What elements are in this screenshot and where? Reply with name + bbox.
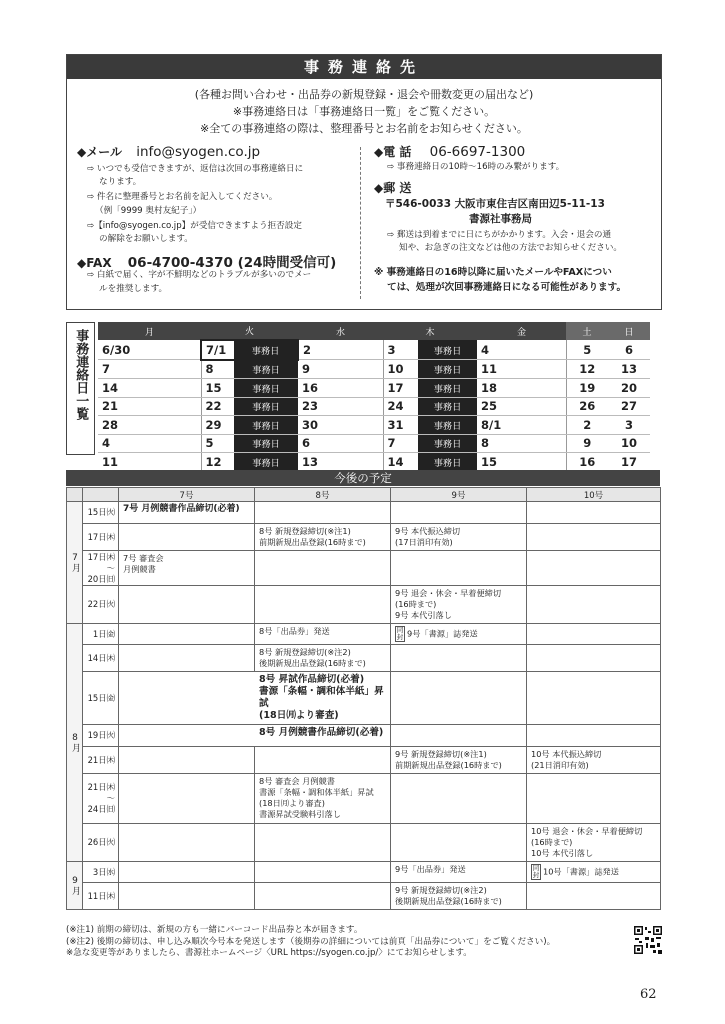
schedule-cell-c9 (391, 672, 527, 725)
schedule-date-line: 20日㈰ (87, 573, 115, 584)
schedule-date-line: 〜 (106, 793, 115, 803)
footnotes (66, 925, 555, 960)
calendar-date: 23 (298, 397, 383, 416)
schedule-entry: 9号「書源」誌発送 (407, 628, 478, 639)
calendar-date: 13 (608, 360, 650, 379)
schedule-cell-c9 (391, 774, 527, 824)
contact-intro: (各種お問い合わせ・出品券の新規登録・退会や冊数変更の届出など) (194, 88, 534, 101)
schedule-cell-c10 (527, 624, 661, 645)
schedule-row (67, 862, 661, 883)
calendar-date: 12 (201, 453, 234, 472)
schedule-header-row (67, 488, 661, 502)
mail-note: の解除をお願いします。 (99, 234, 193, 244)
schedule-cell-c8 (255, 883, 391, 910)
schedule-date: 19日㈫ (83, 725, 119, 747)
enclosed-tag: 同封 (396, 626, 404, 641)
calendar-date: 8 (201, 360, 234, 379)
schedule-cell-c8 (255, 624, 391, 645)
calendar-row (98, 379, 650, 398)
tel-note: ⇨ 事務連絡日の10時～16時のみ繋がります。 (387, 162, 565, 172)
schedule-cell-c9 (391, 524, 527, 551)
calendar-date: 10 (383, 360, 418, 379)
contact-day-badge: 事務日 (418, 379, 477, 398)
schedule-entry: 7号 月例競書作品締切(必着) (123, 504, 240, 514)
post-note: ⇨ 郵送は到着までに日にちがかかります。入会・退会の通 (387, 230, 612, 240)
schedule-entry-line: (16時まで) (531, 837, 573, 847)
schedule-date: 11日㈭ (83, 883, 119, 910)
schedule-cell-c10 (527, 524, 661, 551)
schedule-date-line: 21日㈭ (87, 782, 115, 792)
schedule-cell-c8 (255, 862, 391, 883)
issue-header: 10号 (527, 488, 661, 502)
late-note: ※ 事務連絡日の16時以降に届いたメールやFAXについ (374, 267, 612, 278)
calendar-date: 6 (298, 434, 383, 453)
schedule-row (67, 725, 661, 747)
schedule-cell-c10 (527, 824, 661, 862)
schedule-cell-c8 (255, 747, 391, 774)
calendar-date: 7 (383, 434, 418, 453)
calendar-header-row (98, 322, 650, 340)
weekday-header: 金 (477, 322, 566, 340)
schedule-entry-line: 10号 退会・休会・早着便締切 (531, 826, 643, 836)
calendar-label (66, 322, 95, 455)
calendar-date: 9 (566, 434, 608, 453)
schedule-entry: 10号「書源」誌発送 (543, 866, 619, 877)
schedule-date: 15日㈮ (83, 672, 119, 725)
calendar-date: 17 (608, 453, 650, 472)
contact-intro: ※全ての事務連絡の際は、整理番号とお名前をお知らせください。 (200, 122, 528, 135)
schedule-entry-line: 前期新規出品登録(16時まで) (259, 537, 366, 547)
calendar-row (98, 397, 650, 416)
calendar-date: 9 (298, 360, 383, 379)
schedule-cell-c10 (527, 774, 661, 824)
schedule-row (67, 645, 661, 672)
footnote: (※注1) 前期の締切は、新規の方も一緒にバーコード出品券と本が届きます。 (66, 925, 363, 935)
contact-day-badge: 事務日 (418, 340, 477, 360)
contact-intro: ※事務連絡日は「事務連絡日一覧」をご覧ください。 (232, 105, 496, 118)
schedule-date: 1日㈮ (83, 624, 119, 645)
mail-address[interactable]: info@syogen.co.jp (136, 144, 261, 160)
schedule-cell-c9 (391, 502, 527, 524)
calendar-date: 28 (98, 416, 201, 435)
schedule-row (67, 551, 661, 586)
schedule-cell-c7 (119, 524, 255, 551)
calendar-date: 29 (201, 416, 234, 435)
weekday-header: 木 (383, 322, 477, 340)
fax-label: ◆FAX (77, 256, 112, 270)
schedule-date-line: 24日㈰ (87, 804, 115, 814)
schedule-date: 17日㈭ (83, 524, 119, 551)
schedule-cell-c9 (391, 862, 527, 883)
calendar-date: 19 (566, 379, 608, 398)
schedule-entry-line: 9号 新規登録締切(※注1) (395, 749, 487, 759)
contact-day-badge: 事務日 (418, 434, 477, 453)
schedule-date: 3日㈬ (83, 862, 119, 883)
schedule-entry-line: 書源昇試受験料引落し (259, 809, 341, 819)
schedule-cell-c10 (527, 862, 661, 883)
calendar-date: 10 (608, 434, 650, 453)
schedule-date-line: 〜 (106, 562, 115, 573)
schedule-cell-c8 (255, 824, 391, 862)
schedule-cell-c7 (119, 725, 391, 747)
contact-day-calendar (98, 322, 650, 472)
calendar-date: 7 (98, 360, 201, 379)
qr-code-icon (633, 925, 663, 955)
contact-day-badge: 事務日 (234, 379, 298, 398)
calendar-date: 21 (98, 397, 201, 416)
fax-heading (77, 251, 336, 271)
issue-header: 8号 (255, 488, 391, 502)
schedule-entry-line: (21日消印有効) (531, 760, 589, 770)
contact-day-badge: 事務日 (234, 453, 298, 472)
schedule-entry-line: 8号 新規登録締切(※注2) (259, 647, 351, 657)
schedule-entry-line: 7号 審査会 (123, 553, 164, 563)
calendar-date: 6 (608, 340, 650, 360)
mail-note: （例「9999 奥村友紀子」） (95, 206, 202, 216)
schedule-entry: 9号「出品券」発送 (395, 864, 466, 874)
schedule-entry-line: 8号 昇試作品締切(必着) (259, 674, 365, 685)
contact-day-badge: 事務日 (234, 340, 298, 360)
calendar-date: 8/1 (477, 416, 566, 435)
schedule-entry-line: 9号 退会・休会・早着便締切 (395, 588, 502, 598)
schedule-cell-c7 (119, 862, 255, 883)
schedule-entry: 8号「出品券」発送 (259, 626, 330, 636)
schedule-cell-c8 (255, 502, 391, 524)
calendar-date: 5 (201, 434, 234, 453)
schedule-cell-c8 (255, 645, 391, 672)
calendar-date: 8 (477, 434, 566, 453)
tel-number: 06-6697-1300 (429, 144, 526, 160)
mail-heading (77, 143, 260, 160)
schedule-row (67, 524, 661, 551)
weekday-header: 月 (98, 322, 201, 340)
schedule-cell-c7 (119, 883, 255, 910)
calendar-date: 11 (477, 360, 566, 379)
schedule-cell-c8 (255, 524, 391, 551)
schedule-entry-line: (18日㈪より審査) (259, 798, 325, 808)
schedule-row (67, 672, 661, 725)
calendar-date: 24 (383, 397, 418, 416)
calendar-date: 25 (477, 397, 566, 416)
mail-note: ⇨【info@syogen.co.jp】が受信できますよう拒否設定 (87, 221, 302, 231)
weekday-header: 日 (608, 322, 650, 340)
schedule-date-line: 17日㈭ (87, 551, 115, 562)
schedule-date (83, 774, 119, 824)
schedule-entry-line: 10号 本代振込締切 (531, 749, 602, 759)
contact-day-badge: 事務日 (418, 360, 477, 379)
schedule-cell-c9 (391, 645, 527, 672)
schedule-cell-c7 (119, 551, 255, 586)
schedule-entry-line: 月例競書 (123, 564, 156, 574)
schedule-cell-c9 (391, 551, 527, 586)
schedule-cell-c9 (391, 824, 527, 862)
fax-note: ⇨ 白紙で届く、字が不鮮明などのトラブルが多いのでメー (87, 270, 312, 280)
contact-day-badge: 事務日 (234, 416, 298, 435)
schedule-entry-line: 9号 本代引落し (395, 610, 452, 620)
calendar-row (98, 434, 650, 453)
schedule-cell-c10 (527, 502, 661, 524)
schedule-entry-line: 書源「条幅・調和体半紙」昇試 (259, 787, 374, 797)
calendar-date: 3 (383, 340, 418, 360)
schedule-cell-c9 (391, 586, 527, 624)
mail-note: ⇨ 件名に整理番号とお名前を記入してください。 (87, 192, 278, 202)
weekday-header: 火 (201, 322, 298, 340)
schedule-row (67, 502, 661, 524)
schedule-cell-c7 (119, 774, 255, 824)
schedule-entry-line: 書源「条幅・調和体半紙」昇試 (259, 686, 384, 709)
calendar-date: 16 (566, 453, 608, 472)
month-label: 8月 (67, 624, 83, 862)
schedule-row (67, 747, 661, 774)
calendar-date: 26 (566, 397, 608, 416)
schedule-row (67, 624, 661, 645)
calendar-date: 3 (608, 416, 650, 435)
schedule-entry-line: (16時まで) (395, 599, 437, 609)
schedule-entry-line: 9号 本代振込締切 (395, 526, 461, 536)
calendar-row (98, 453, 650, 472)
calendar-date: 14 (383, 453, 418, 472)
contact-title: 事務連絡先 (67, 55, 661, 79)
contact-day-badge: 事務日 (234, 360, 298, 379)
post-address: 〒546-0033 大阪市東住吉区南田辺5-11-13 (385, 198, 605, 210)
post-office: 書源社事務局 (469, 213, 532, 225)
calendar-date: 22 (201, 397, 234, 416)
contact-day-badge: 事務日 (234, 397, 298, 416)
schedule-row (67, 883, 661, 910)
schedule-date: 14日㈭ (83, 645, 119, 672)
schedule-row (67, 774, 661, 824)
schedule-cell-c10 (527, 725, 661, 747)
schedule-entry-line: (17日消印有効) (395, 537, 453, 547)
calendar-date: 4 (477, 340, 566, 360)
mail-label: ◆メール (77, 145, 122, 159)
month-label: 7月 (67, 502, 83, 624)
calendar-row (98, 340, 650, 360)
calendar-date: 2 (566, 416, 608, 435)
mail-note: ⇨ いつでも受信できますが、返信は次回の事務連絡日に (87, 164, 304, 174)
contact-box (66, 54, 662, 310)
calendar-date: 13 (298, 453, 383, 472)
post-note: 知や、お急ぎの注文などは他の方法でお知らせください。 (399, 243, 623, 253)
schedule-entry-line: 10号 本代引落し (531, 848, 594, 858)
calendar-date: 11 (98, 453, 201, 472)
calendar-date: 12 (566, 360, 608, 379)
schedule-date: 22日㈫ (83, 586, 119, 624)
schedule-cell-c8 (255, 586, 391, 624)
schedule-date: 15日㈫ (83, 502, 119, 524)
schedule-cell-c7 (119, 824, 255, 862)
contact-day-badge: 事務日 (418, 397, 477, 416)
calendar-date: 16 (298, 379, 383, 398)
contact-day-badge: 事務日 (418, 453, 477, 472)
weekday-header: 土 (566, 322, 608, 340)
calendar-label-text: 事務連絡日一覧 (73, 329, 89, 420)
schedule-date: 21日㈭ (83, 747, 119, 774)
schedule-date (83, 551, 119, 586)
corner-cell (83, 488, 119, 502)
calendar-date: 18 (477, 379, 566, 398)
schedule-entry-line: 8号 審査会 月例競書 (259, 776, 335, 786)
schedule-cell-c9 (391, 747, 527, 774)
issue-header: 7号 (119, 488, 255, 502)
schedule-entry-line: 後期新規出品登録(16時まで) (259, 658, 366, 668)
calendar-row (98, 416, 650, 435)
schedule-entry-line: 後期新規出品登録(16時まで) (395, 896, 502, 906)
contact-day-badge: 事務日 (234, 434, 298, 453)
schedule-cell-c7 (119, 586, 255, 624)
post-heading: ◆郵 送 (374, 181, 412, 195)
schedule-cell-c7 (119, 502, 255, 524)
weekday-header: 水 (298, 322, 383, 340)
schedule-cell-c10 (527, 586, 661, 624)
contact-day-badge: 事務日 (418, 416, 477, 435)
fax-note: ルを推奨します。 (99, 284, 168, 294)
schedule-table (66, 487, 661, 910)
schedule-cell-c10 (527, 747, 661, 774)
late-note: ては、処理が次回事務連絡日になる可能性があります。 (387, 282, 627, 293)
schedule-cell-c8 (255, 551, 391, 586)
schedule-cell-c8 (255, 774, 391, 824)
calendar-date: 15 (477, 453, 566, 472)
calendar-row (98, 360, 650, 379)
calendar-date: 17 (383, 379, 418, 398)
schedule-cell-c10 (527, 645, 661, 672)
column-divider (360, 147, 361, 299)
calendar-date: 7/1 (201, 340, 234, 360)
schedule-entry-line: (18日㈪より審査) (259, 710, 339, 721)
fax-number: 06-4700-4370 (24時間受信可) (127, 255, 337, 271)
page-number: 62 (640, 987, 657, 1002)
calendar-date: 20 (608, 379, 650, 398)
schedule-cell-c9 (391, 725, 527, 747)
schedule-entry-line: 8号 新規登録締切(※注1) (259, 526, 351, 536)
enclosed-tag: 同封 (532, 864, 540, 879)
calendar-date: 31 (383, 416, 418, 435)
schedule-cell-c10 (527, 551, 661, 586)
schedule-cell-c9 (391, 624, 527, 645)
mail-note: なります。 (99, 177, 142, 187)
schedule-cell-c7 (119, 747, 255, 774)
schedule-entry: 8号 月例競書作品締切(必着) (259, 727, 384, 738)
schedule-cell-c7 (119, 672, 391, 725)
calendar-date: 14 (98, 379, 201, 398)
schedule-cell-c10 (527, 883, 661, 910)
footnote: ※急な変更等がありましたら、書源社ホームページ〈URL https://syogen.co.jp/〉にてお知らせします。 (66, 948, 472, 958)
calendar-date: 4 (98, 434, 201, 453)
schedule-cell-c7 (119, 645, 255, 672)
month-label: 9月 (67, 862, 83, 910)
schedule-date: 26日㈫ (83, 824, 119, 862)
calendar-date: 6/30 (98, 340, 201, 360)
tel-heading (374, 143, 525, 160)
schedule-entry-line: 9号 新規登録締切(※注2) (395, 885, 487, 895)
calendar-date: 2 (298, 340, 383, 360)
calendar-date: 30 (298, 416, 383, 435)
corner-cell (67, 488, 83, 502)
calendar-date: 5 (566, 340, 608, 360)
schedule-title: 今後の予定 (66, 470, 660, 486)
footnote: (※注2) 後期の締切は、申し込み順次今号本を発送します（後期券の詳細については前頁「出品券について」をご覧ください)。 (66, 936, 556, 947)
tel-label: ◆電 話 (374, 145, 412, 159)
schedule-row (67, 824, 661, 862)
calendar-date: 27 (608, 397, 650, 416)
schedule-row (67, 586, 661, 624)
schedule-cell-c10 (527, 672, 661, 725)
issue-header: 9号 (391, 488, 527, 502)
calendar-date: 15 (201, 379, 234, 398)
schedule-cell-c9 (391, 883, 527, 910)
schedule-cell-c7 (119, 624, 255, 645)
schedule-entry-line: 前期新規出品登録(16時まで) (395, 760, 502, 770)
